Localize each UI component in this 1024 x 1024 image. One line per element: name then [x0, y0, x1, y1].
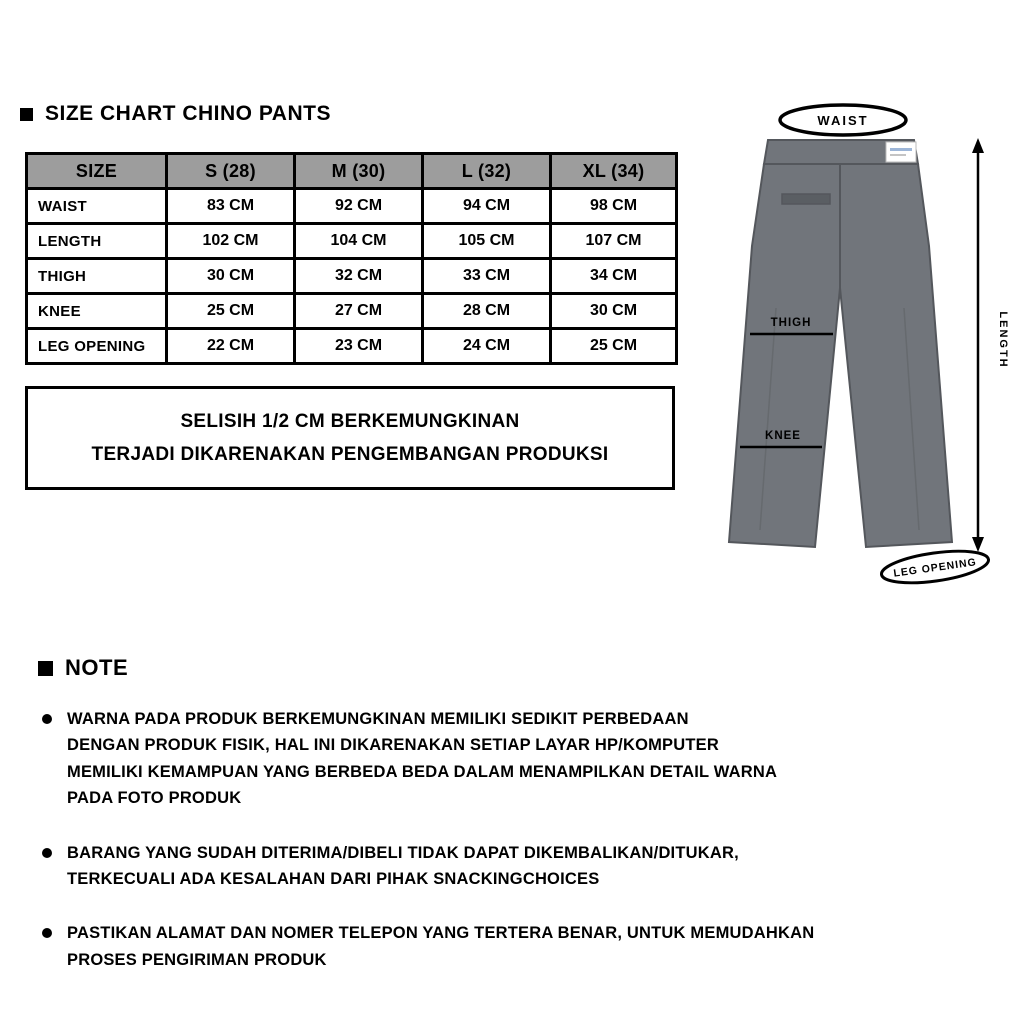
note-item — [42, 920, 814, 973]
cell-value: 27 CM — [295, 294, 423, 329]
knee-label: KNEE — [765, 430, 801, 442]
note-line: DENGAN PRODUK FISIK, HAL INI DIKARENAKAN SETIAP LAYAR HP/KOMPUTER — [67, 736, 719, 755]
disclaimer-line-2: TERJADI DIKARENAKAN PENGEMBANGAN PRODUKSI — [91, 444, 609, 465]
note-item — [42, 706, 814, 812]
back-pocket — [782, 194, 830, 204]
note-heading — [38, 655, 128, 681]
cell-value: 32 CM — [295, 259, 423, 294]
cell-value: 105 CM — [423, 224, 551, 259]
col-header-s: S (28) — [167, 154, 295, 189]
row-label: THIGH — [27, 259, 167, 294]
cell-value: 107 CM — [551, 224, 677, 259]
brand-label — [886, 142, 916, 162]
note-text — [67, 840, 739, 893]
col-header-size: SIZE — [27, 154, 167, 189]
note-title: NOTE — [65, 655, 129, 680]
note-list — [42, 706, 814, 1001]
note-line: PASTIKAN ALAMAT DAN NOMER TELEPON YANG TERTERA BENAR, UNTUK MEMUDAHKAN — [67, 924, 815, 943]
col-header-xl: XL (34) — [551, 154, 677, 189]
table-row — [27, 329, 677, 364]
cell-value: 25 CM — [551, 329, 677, 364]
bullet-dot-icon — [42, 848, 52, 858]
size-chart-title: SIZE CHART CHINO PANTS — [45, 102, 331, 125]
note-line: MEMILIKI KEMAMPUAN YANG BERBEDA BEDA DALAM MENAMPILKAN DETAIL WARNA — [67, 762, 778, 781]
waist-callout — [780, 105, 906, 135]
row-label: KNEE — [27, 294, 167, 329]
tolerance-disclaimer-box — [25, 386, 675, 490]
leg-opening-callout — [880, 546, 991, 589]
note-line: WARNA PADA PRODUK BERKEMUNGKINAN MEMILIKI SEDIKIT PERBEDAAN — [67, 710, 689, 728]
row-label: WAIST — [27, 189, 167, 224]
cell-value: 98 CM — [551, 189, 677, 224]
col-header-l: L (32) — [423, 154, 551, 189]
note-line: TERKECUALI ADA KESALAHAN DARI PIHAK SNACKINGCHOICES — [67, 869, 600, 888]
cell-value: 34 CM — [551, 259, 677, 294]
square-bullet-icon — [38, 661, 53, 676]
pants-illustration — [688, 98, 1024, 604]
cell-value: 28 CM — [423, 294, 551, 329]
note-text — [67, 706, 777, 812]
bullet-dot-icon — [42, 928, 52, 938]
note-line: PADA FOTO PRODUK — [67, 789, 242, 808]
cell-value: 22 CM — [167, 329, 295, 364]
note-line: PROSES PENGIRIMAN PRODUK — [67, 950, 327, 969]
row-label: LEG OPENING — [27, 329, 167, 364]
col-header-m: M (30) — [295, 154, 423, 189]
leg-opening-label: LEG OPENING — [892, 556, 978, 580]
cell-value: 94 CM — [423, 189, 551, 224]
cell-value: 33 CM — [423, 259, 551, 294]
bullet-dot-icon — [42, 714, 52, 724]
pants-diagram — [688, 98, 1024, 604]
waist-label: WAIST — [817, 113, 869, 128]
table-row — [27, 294, 677, 329]
cell-value: 25 CM — [167, 294, 295, 329]
table-row — [27, 189, 677, 224]
note-text — [67, 920, 814, 973]
cell-value: 92 CM — [295, 189, 423, 224]
cell-value: 30 CM — [551, 294, 677, 329]
disclaimer-line-1: SELISIH 1/2 CM BERKEMUNGKINAN — [180, 410, 520, 432]
cell-value: 104 CM — [295, 224, 423, 259]
square-bullet-icon — [20, 108, 33, 121]
table-row — [27, 224, 677, 259]
note-item — [42, 840, 814, 893]
note-line: BARANG YANG SUDAH DITERIMA/DIBELI TIDAK DAPAT DIKEMBALIKAN/DITUKAR, — [67, 843, 739, 862]
size-chart-heading — [20, 102, 331, 126]
table-header-row — [27, 154, 677, 189]
cell-value: 30 CM — [167, 259, 295, 294]
cell-value: 23 CM — [295, 329, 423, 364]
length-label: LENGTH — [997, 311, 1009, 369]
cell-value: 102 CM — [167, 224, 295, 259]
cell-value: 83 CM — [167, 189, 295, 224]
table-row — [27, 259, 677, 294]
cell-value: 24 CM — [423, 329, 551, 364]
size-chart-table — [25, 152, 678, 365]
thigh-label: THIGH — [770, 317, 812, 329]
row-label: LENGTH — [27, 224, 167, 259]
length-arrow — [972, 138, 1009, 552]
